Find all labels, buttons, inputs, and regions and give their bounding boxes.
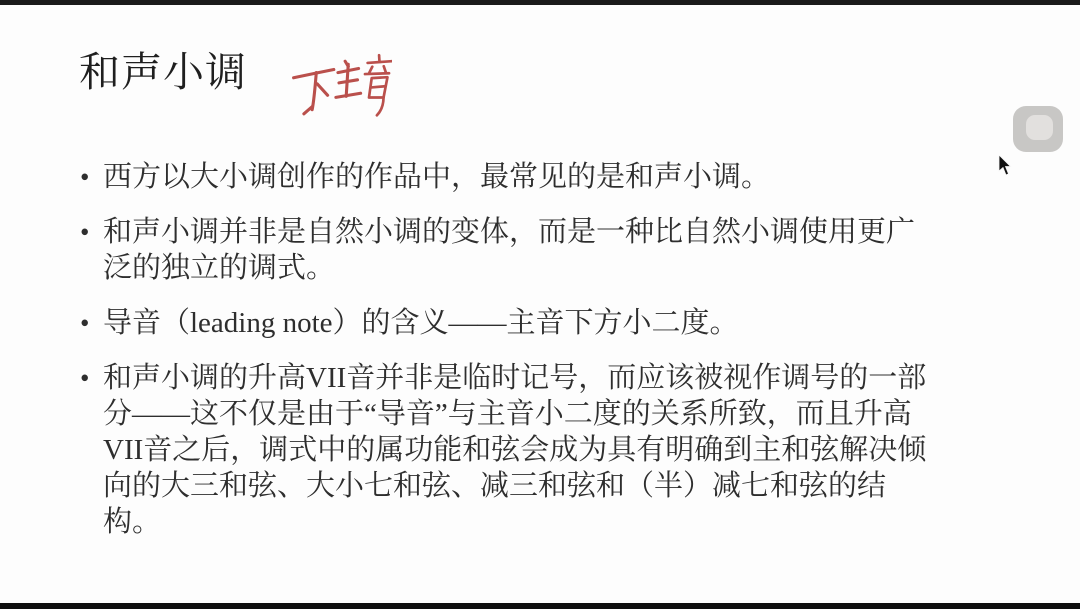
bullet-list — [79, 159, 935, 540]
bullet-marker-icon: • — [80, 162, 90, 192]
handwritten-annotation — [288, 53, 392, 119]
bullet-item — [79, 214, 935, 286]
bullet-marker-icon: • — [80, 308, 90, 338]
mouse-cursor-icon — [998, 155, 1012, 176]
tool-button-glyph-icon — [1026, 115, 1053, 140]
letterbox-bottom-bar — [0, 603, 1080, 609]
bullet-text: 和声小调的升高VII音并非是临时记号，而应该被视作调号的一部分——这不仅是由于“导音”与主音小二度的关系所致，而且升高VII音之后，调式中的属功能和弦会成为具有明确到主和弦解决倾向的大三和弦、大小七和弦、减三和弦和（半）减七和弦的结构。 — [103, 362, 927, 538]
bullet-marker-icon: • — [80, 363, 90, 393]
bullet-item — [79, 305, 935, 341]
handwriting-strokes-icon — [288, 53, 392, 119]
bullet-text: 和声小调并非是自然小调的变体，而是一种比自然小调使用更广泛的独立的调式。 — [103, 216, 916, 284]
bullet-text: 西方以大小调创作的作品中，最常见的是和声小调。 — [103, 161, 771, 193]
presentation-slide — [0, 5, 1080, 603]
annotation-text — [288, 119, 289, 120]
bullet-item — [79, 159, 935, 195]
screen-tool-button[interactable] — [1013, 106, 1063, 152]
bullet-marker-icon: • — [80, 217, 90, 247]
slide-title: 和声小调 — [79, 49, 247, 95]
bullet-item — [79, 360, 935, 540]
bullet-text: 导音（leading note）的含义——主音下方小二度。 — [103, 307, 739, 339]
